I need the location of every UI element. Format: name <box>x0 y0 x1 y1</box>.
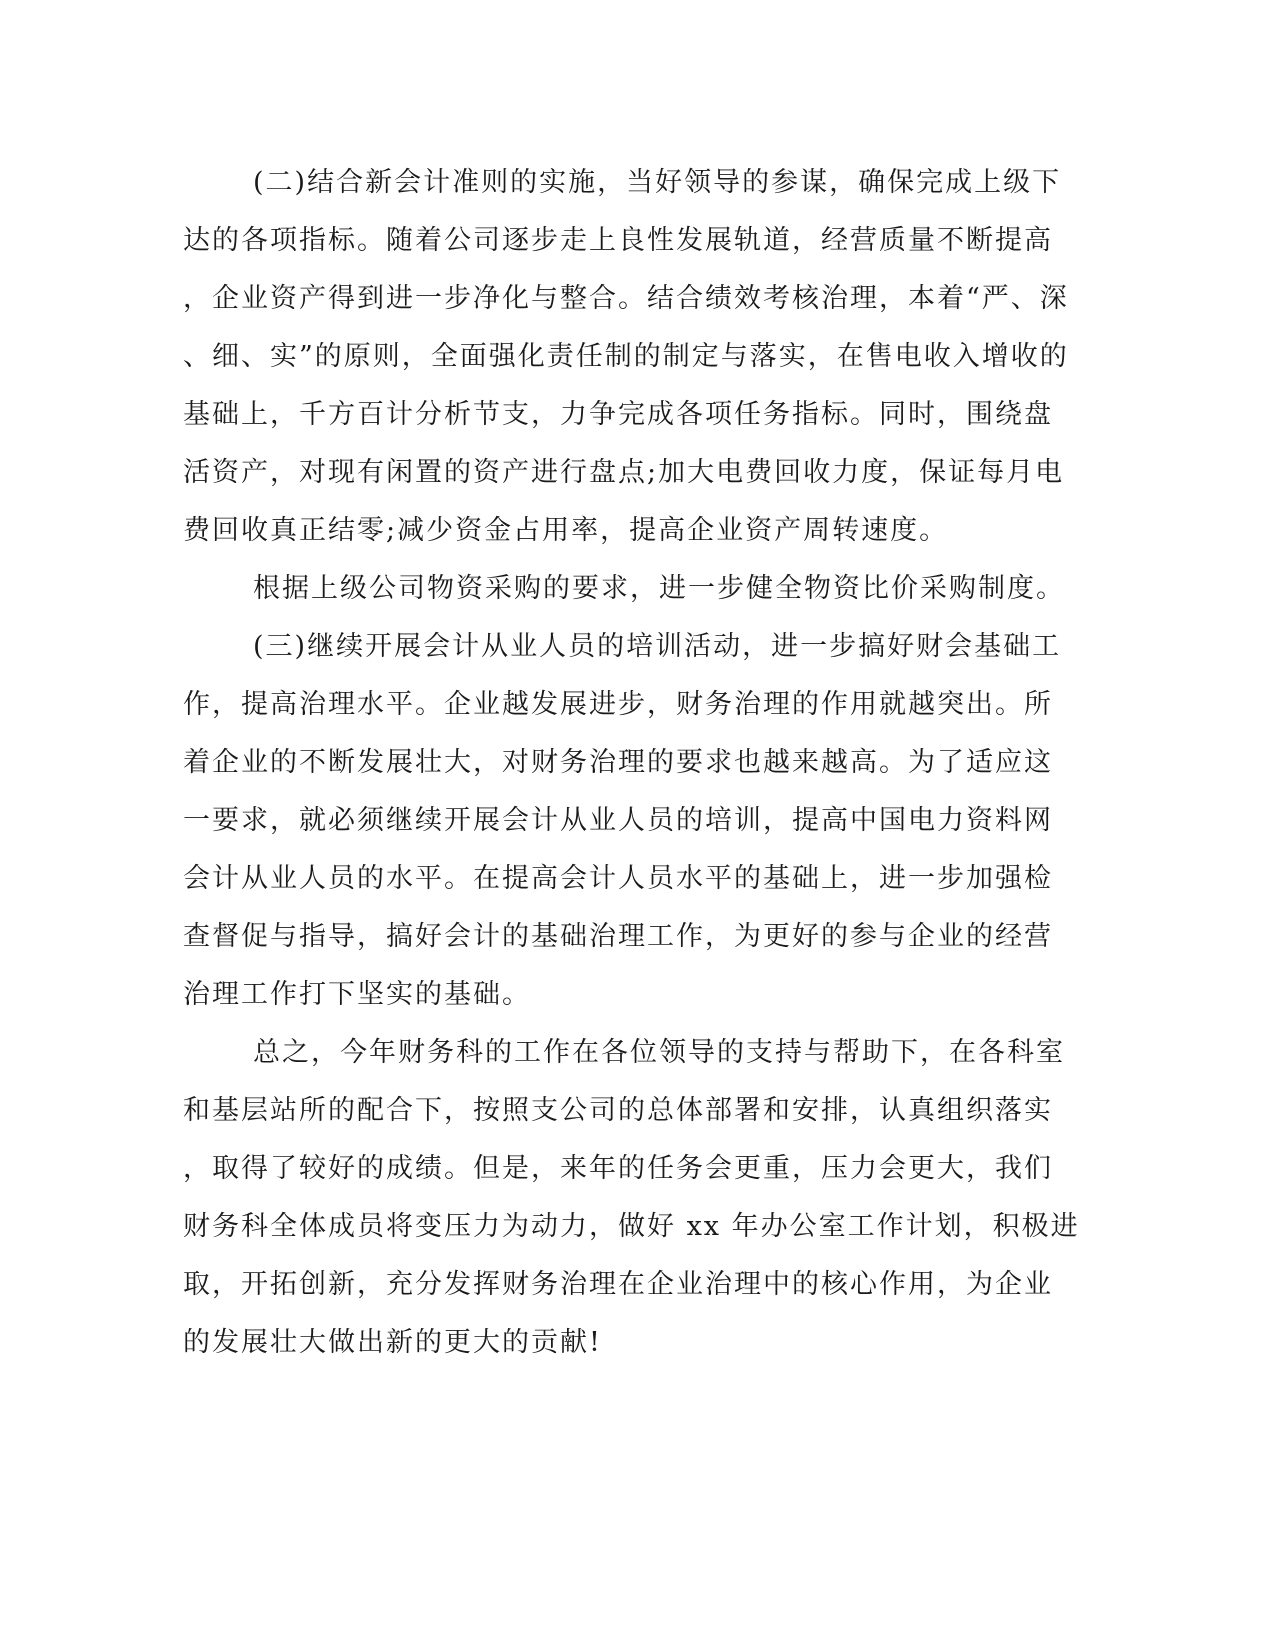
text-line: 作，提高治理水平。企业越发展进步，财务治理的作用就越突出。所 <box>183 689 1053 720</box>
text-line: 总之，今年财务科的工作在各位领导的支持与帮助下，在各科室 <box>253 1037 1065 1068</box>
paragraph-summary <box>183 1033 1080 1381</box>
text-line: 会计从业人员的水平。在提高会计人员水平的基础上，进一步加强检 <box>183 863 1053 894</box>
paragraph-section-three <box>183 627 1063 1033</box>
text-line: ，取得了较好的成绩。但是，来年的任务会更重，压力会更大，我们 <box>183 1153 1053 1184</box>
text-line: 查督促与指导，搞好会计的基础治理工作，为更好的参与企业的经营 <box>183 921 1053 952</box>
text-line: (二)结合新会计准则的实施，当好领导的参谋，确保完成上级下 <box>253 167 1062 198</box>
text-line: 根据上级公司物资采购的要求，进一步健全物资比价采购制度。 <box>253 573 1065 604</box>
text-line: (三)继续开展会计从业人员的培训活动，进一步搞好财会基础工 <box>253 631 1062 662</box>
text-line: 达的各项指标。随着公司逐步走上良性发展轨道，经营质量不断提高 <box>183 225 1053 256</box>
text-line: 费回收真正结零;减少资金占用率，提高企业资产周转速度。 <box>183 515 949 546</box>
text-line: 和基层站所的配合下，按照支公司的总体部署和安排，认真组织落实 <box>183 1095 1053 1126</box>
paragraph-procurement <box>183 569 1063 627</box>
text-line: 活资产，对现有闲置的资产进行盘点;加大电费回收力度，保证每月电 <box>183 457 1065 488</box>
paragraph-section-two <box>183 163 1069 569</box>
text-line: ，企业资产得到进一步净化与整合。结合绩效考核治理，本着“严、深 <box>183 283 1069 314</box>
text-line: 取，开拓创新，充分发挥财务治理在企业治理中的核心作用，为企业 <box>183 1269 1053 1300</box>
text-line: 、细、实”的原则，全面强化责任制的制定与落实，在售电收入增收的 <box>183 341 1069 372</box>
text-line: 着企业的不断发展壮大，对财务治理的要求也越来越高。为了适应这 <box>183 747 1053 778</box>
text-line: 一要求，就必须继续开展会计从业人员的培训，提高中国电力资料网 <box>183 805 1053 836</box>
text-line: 基础上，千方百计分析节支，力争完成各项任务指标。同时，围绕盘 <box>183 399 1053 430</box>
text-line: 财务科全体成员将变压力为动力，做好 xx 年办公室工作计划，积极进 <box>183 1211 1080 1242</box>
text-line: 的发展壮大做出新的更大的贡献! <box>183 1327 602 1358</box>
text-line: 治理工作打下坚实的基础。 <box>183 979 531 1010</box>
document-body <box>183 163 1080 1381</box>
